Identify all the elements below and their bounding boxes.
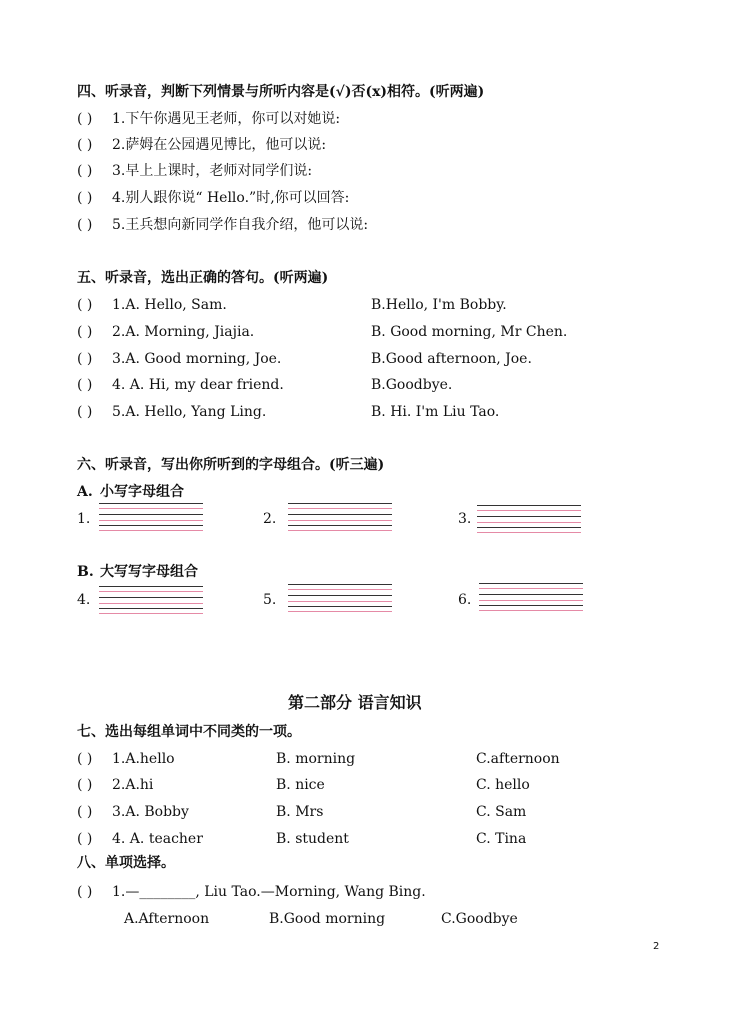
answer-blank[interactable]: ( ) bbox=[77, 377, 93, 393]
section-8-title: 八、单项选择。 bbox=[77, 855, 175, 871]
option-b: B. Good morning, Mr Chen. bbox=[371, 324, 568, 340]
question-text: 3.早上上课时，老师对同学们说: bbox=[112, 163, 313, 179]
item-number: 4. bbox=[77, 592, 91, 608]
option-c: C. hello bbox=[476, 777, 530, 793]
option-b: B. morning bbox=[276, 751, 356, 767]
question-text: 1.—________, Liu Tao.—Morning, Wang Bing. bbox=[112, 884, 426, 900]
answer-blank[interactable]: ( ) bbox=[77, 324, 93, 340]
option-a: 1.A.hello bbox=[112, 751, 175, 767]
answer-blank[interactable]: ( ) bbox=[77, 297, 93, 313]
answer-blank[interactable]: ( ) bbox=[77, 217, 93, 233]
answer-blank[interactable]: ( ) bbox=[77, 777, 93, 793]
option-b: B. nice bbox=[276, 777, 325, 793]
answer-blank[interactable]: ( ) bbox=[77, 351, 93, 367]
question-text: 2.萨姆在公园遇见博比，他可以说: bbox=[112, 137, 327, 153]
option-a: 4. A. Hi, my dear friend. bbox=[112, 377, 284, 393]
section-5-title: 五、听录音，选出正确的答句。(听两遍) bbox=[77, 270, 329, 286]
part-a-text: 小写字母组合 bbox=[100, 484, 184, 500]
option-c: C. Tina bbox=[476, 831, 527, 847]
section-6-title: 六、听录音，写出你所听到的字母组合。(听三遍) bbox=[77, 457, 385, 473]
page-number: 2 bbox=[653, 941, 660, 952]
answer-blank[interactable]: ( ) bbox=[77, 831, 93, 847]
question-text: 1.下午你遇见王老师，你可以对她说: bbox=[112, 111, 341, 127]
answer-blank[interactable]: ( ) bbox=[77, 884, 93, 900]
option-a: 5.A. Hello, Yang Ling. bbox=[112, 404, 267, 420]
option-a: 3.A. Bobby bbox=[112, 804, 189, 820]
answer-blank[interactable]: ( ) bbox=[77, 111, 93, 127]
question-text: 4.别人跟你说“ Hello.”时,你可以回答: bbox=[112, 190, 350, 206]
item-number: 5. bbox=[263, 592, 277, 608]
answer-blank[interactable]: ( ) bbox=[77, 404, 93, 420]
item-number: 2. bbox=[263, 511, 277, 527]
option-a: 4. A. teacher bbox=[112, 831, 203, 847]
section-7-title: 七、选出每组单词中不同类的一项。 bbox=[77, 724, 301, 740]
option-c: C. Sam bbox=[476, 804, 527, 820]
part-b-label: B. bbox=[77, 564, 94, 580]
option-a: 2.A.hi bbox=[112, 777, 154, 793]
item-number: 3. bbox=[458, 511, 472, 527]
part-a-label: A. bbox=[77, 484, 93, 500]
part-2-title: 第二部分 语言知识 bbox=[288, 693, 422, 712]
answer-blank[interactable]: ( ) bbox=[77, 751, 93, 767]
answer-blank[interactable]: ( ) bbox=[77, 804, 93, 820]
part-b-text: 大写写字母组合 bbox=[100, 564, 198, 580]
option-b: B. Hi. I'm Liu Tao. bbox=[371, 404, 500, 420]
option-c: C.afternoon bbox=[476, 751, 560, 767]
section-4-title: 四、听录音，判断下列情景与所听内容是(√)否(x)相符。(听两遍) bbox=[77, 84, 485, 100]
option-b: B. Mrs bbox=[276, 804, 324, 820]
option-b: B.Good morning bbox=[269, 911, 386, 927]
option-a: 3.A. Good morning, Joe. bbox=[112, 351, 282, 367]
answer-blank[interactable]: ( ) bbox=[77, 137, 93, 153]
item-number: 1. bbox=[77, 511, 91, 527]
answer-blank[interactable]: ( ) bbox=[77, 190, 93, 206]
option-b: B.Goodbye. bbox=[371, 377, 453, 393]
item-number: 6. bbox=[458, 592, 472, 608]
option-b: B.Hello, I'm Bobby. bbox=[371, 297, 507, 313]
answer-blank[interactable]: ( ) bbox=[77, 163, 93, 179]
option-c: C.Goodbye bbox=[441, 911, 518, 927]
option-a: 1.A. Hello, Sam. bbox=[112, 297, 227, 313]
option-a: 2.A. Morning, Jiajia. bbox=[112, 324, 255, 340]
option-b: B. student bbox=[276, 831, 349, 847]
option-a: A.Afternoon bbox=[124, 911, 210, 927]
question-text: 5.王兵想向新同学作自我介绍，他可以说: bbox=[112, 217, 369, 233]
option-b: B.Good afternoon, Joe. bbox=[371, 351, 532, 367]
